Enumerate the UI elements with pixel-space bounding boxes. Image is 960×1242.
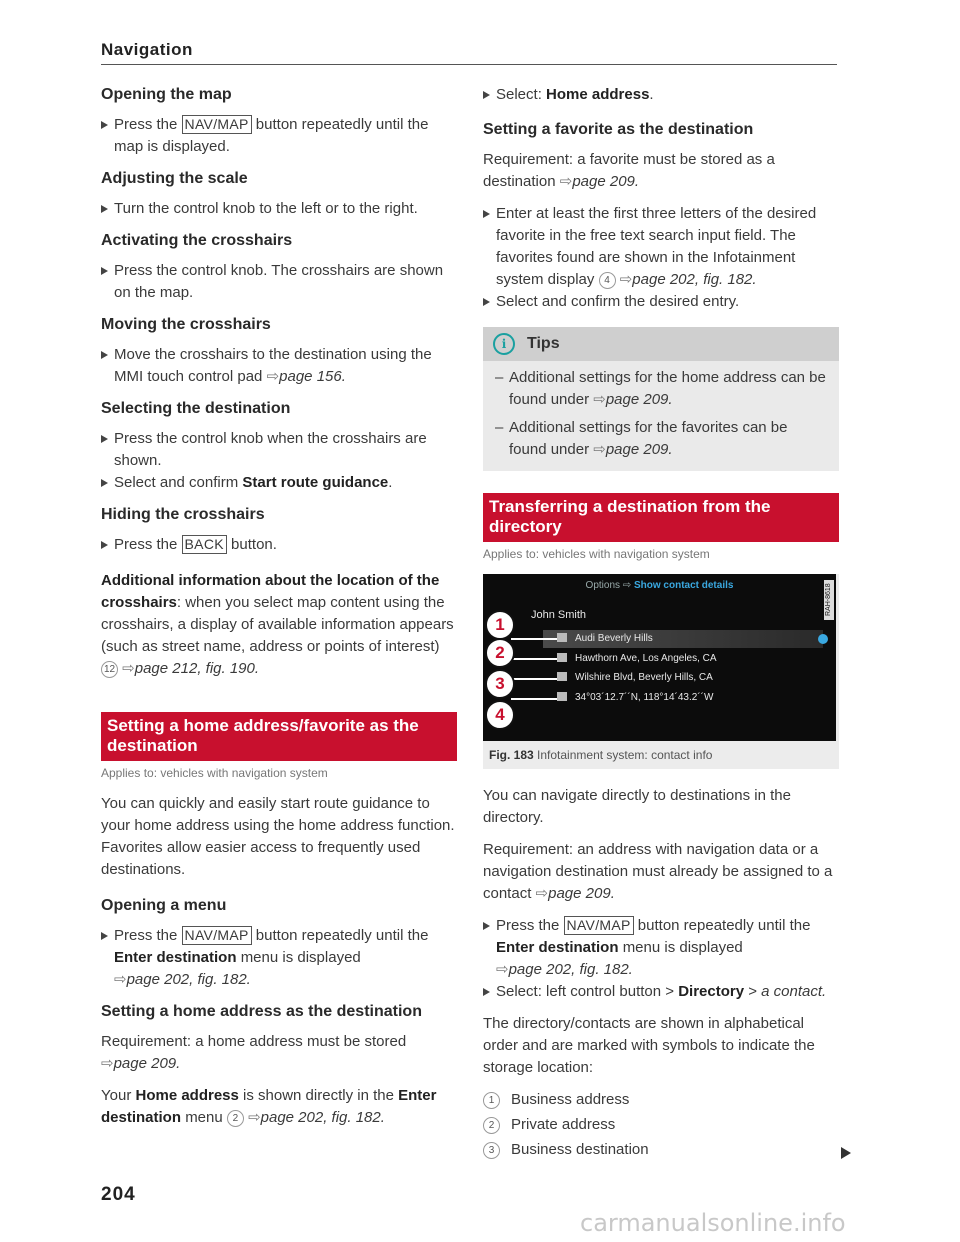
step-directory-2: Select: left control button > Directory > a contact. [483, 981, 839, 1003]
page-ref-link[interactable]: page 202, fig. 182. [632, 271, 757, 288]
intro-paragraph: You can quickly and easily start route guidance to your home address using the home address function. Favorites allow easier access to frequently used destinations. [101, 795, 455, 878]
page-ref-link[interactable]: page 209. [605, 441, 673, 458]
step-moving-crosshairs: Move the crosshairs to the destination using the MMI touch control pad ⇨page 156. [101, 344, 457, 388]
back-key: BACK [182, 535, 227, 554]
callout-number: 1 [483, 1092, 500, 1109]
step-adjusting-scale: Turn the control knob to the left or to the right. [101, 198, 457, 220]
page-ref-link[interactable]: page 202, fig. 182. [126, 971, 251, 988]
section-band-directory: Transferring a destination from the directory [483, 493, 839, 542]
screen-topbar: Options ⇨ Show contact details [585, 580, 734, 591]
figure-contact-info [483, 574, 839, 769]
additional-info: Additional information about the location of the crosshairs: when you select map content using the crosshairs, a display of available information appears (such as street name, address or points of interest) 12 ⇨page 212, fig. 190. [101, 572, 454, 677]
figure-id: RAH-8618 [824, 580, 834, 620]
show-contact-details-button[interactable]: Show contact details [633, 580, 734, 591]
page-ref-link[interactable]: page 202, fig. 182. [260, 1109, 385, 1126]
heading-opening-map: Opening the map [101, 86, 232, 103]
home-address-paragraph: Your Home address is shown directly in the Enter destination menu 2 ⇨page 202, fig. 182. [101, 1087, 437, 1126]
step-selecting-1: Press the control knob when the crosshairs are shown. [101, 428, 457, 472]
home-requirement: Requirement: a home address must be stored ⇨page 209. [101, 1033, 407, 1072]
scroll-indicator [818, 634, 828, 644]
page-ref-link[interactable]: page 209. [113, 1055, 181, 1072]
symbol-list-item: 2 Private address [483, 1114, 839, 1136]
contact-row[interactable]: 34°03´12.7´´N, 118°14´43.2´´W [557, 691, 713, 705]
heading-hiding-crosshairs: Hiding the crosshairs [101, 506, 265, 523]
page-ref-link[interactable]: page 156. [279, 368, 346, 385]
header-rule [101, 64, 837, 65]
applies-to-note: Applies to: vehicles with navigation system [483, 547, 710, 561]
flag-icon [557, 692, 567, 701]
callout-3: 3 [485, 669, 515, 699]
section-title: Navigation [101, 40, 193, 59]
figure-caption: Fig. 183 Infotainment system: contact info [489, 748, 713, 762]
home-icon [557, 653, 567, 662]
contact-row[interactable]: Hawthorn Ave, Los Angeles, CA [557, 652, 717, 666]
tips-title: Tips [527, 335, 560, 352]
heading-favorite: Setting a favorite as the destination [483, 121, 754, 138]
step-activating-crosshairs: Press the control knob. The crosshairs are shown on the map. [101, 260, 457, 304]
tips-box [483, 327, 839, 471]
directory-symbols-intro: The directory/contacts are shown in alphabetical order and are marked with symbols to indicate the storage location: [483, 1015, 815, 1076]
tips-header [483, 327, 839, 361]
tip-item: – Additional settings for the favorites can be found under ⇨page 209. [495, 419, 788, 458]
left-column [101, 84, 457, 1139]
section-band-home-favorite: Setting a home address/favorite as the destination [101, 712, 457, 761]
callout-4: 4 [485, 700, 515, 730]
callout-number: 3 [483, 1142, 500, 1159]
page-ref-link[interactable]: page 209. [572, 173, 640, 190]
heading-activating-crosshairs: Activating the crosshairs [101, 232, 293, 249]
callout-number: 4 [599, 272, 616, 289]
continue-arrow-icon [841, 1147, 851, 1159]
callout-2: 2 [485, 638, 515, 668]
heading-opening-menu: Opening a menu [101, 897, 227, 914]
step-favorite-2: Select and confirm the desired entry. [483, 291, 839, 313]
contact-row[interactable]: Audi Beverly Hills [557, 632, 653, 646]
page-number: 204 [101, 1184, 136, 1205]
heading-home-address: Setting a home address as the destination [101, 1003, 422, 1020]
step-opening-map: Press the NAV/MAP button repeatedly until the map is displayed. [101, 114, 457, 158]
callout-number: 12 [101, 661, 118, 678]
nav-map-key: NAV/MAP [182, 926, 252, 945]
applies-to-note: Applies to: vehicles with navigation system [101, 766, 328, 780]
callout-number: 2 [483, 1117, 500, 1134]
step-favorite-1: Enter at least the first three letters of the desired favorite in the free text search input field. The favorites found are shown in the Infotainment system display 4 ⇨page 202, fig. 182. [483, 203, 839, 291]
business-icon [557, 633, 567, 642]
symbol-list-item: 1 Business address [483, 1089, 839, 1111]
symbol-list-item: 3 Business destination [483, 1139, 839, 1161]
info-icon: i [493, 333, 515, 355]
heading-moving-crosshairs: Moving the crosshairs [101, 316, 271, 333]
page-ref-link[interactable]: page 209. [605, 391, 673, 408]
callout-number: 2 [227, 1110, 244, 1127]
step-selecting-2: Select and confirm Start route guidance. [101, 472, 457, 494]
directory-requirement: Requirement: an address with navigation data or a navigation destination must already be assigned to a contact ⇨page 209. [483, 841, 833, 902]
contact-row[interactable]: Wilshire Blvd, Beverly Hills, CA [557, 671, 713, 685]
callout-1: 1 [485, 610, 515, 640]
page-ref-link[interactable]: page 209. [548, 885, 615, 902]
step-select-home: Select: Home address. [483, 84, 839, 106]
contact-name: John Smith [531, 609, 587, 621]
nav-map-key: NAV/MAP [564, 916, 634, 935]
favorite-requirement: Requirement: a favorite must be stored as a destination ⇨page 209. [483, 151, 775, 190]
tip-item: – Additional settings for the home address can be found under ⇨page 209. [495, 369, 826, 408]
infotainment-screen [483, 574, 836, 741]
heading-adjusting-scale: Adjusting the scale [101, 170, 248, 187]
right-column [483, 84, 839, 1164]
page-ref-link[interactable]: page 212, fig. 190. [134, 660, 260, 677]
nav-map-key: NAV/MAP [182, 115, 252, 134]
heading-selecting-destination: Selecting the destination [101, 400, 291, 417]
step-opening-menu: Press the NAV/MAP button repeatedly until the Enter destination menu is displayed ⇨page 202, fig. 182. [101, 925, 457, 991]
directory-intro: You can navigate directly to destinations in the directory. [483, 787, 791, 826]
flag-icon [557, 672, 567, 681]
page-header [101, 38, 837, 62]
step-directory-1: Press the NAV/MAP button repeatedly until the Enter destination menu is displayed ⇨page 202, fig. 182. [483, 915, 839, 981]
step-hiding-crosshairs: Press the BACK button. [101, 534, 457, 556]
page-ref-link[interactable]: page 202, fig. 182. [508, 961, 633, 978]
watermark: carmanualsonline.info [580, 1209, 846, 1237]
